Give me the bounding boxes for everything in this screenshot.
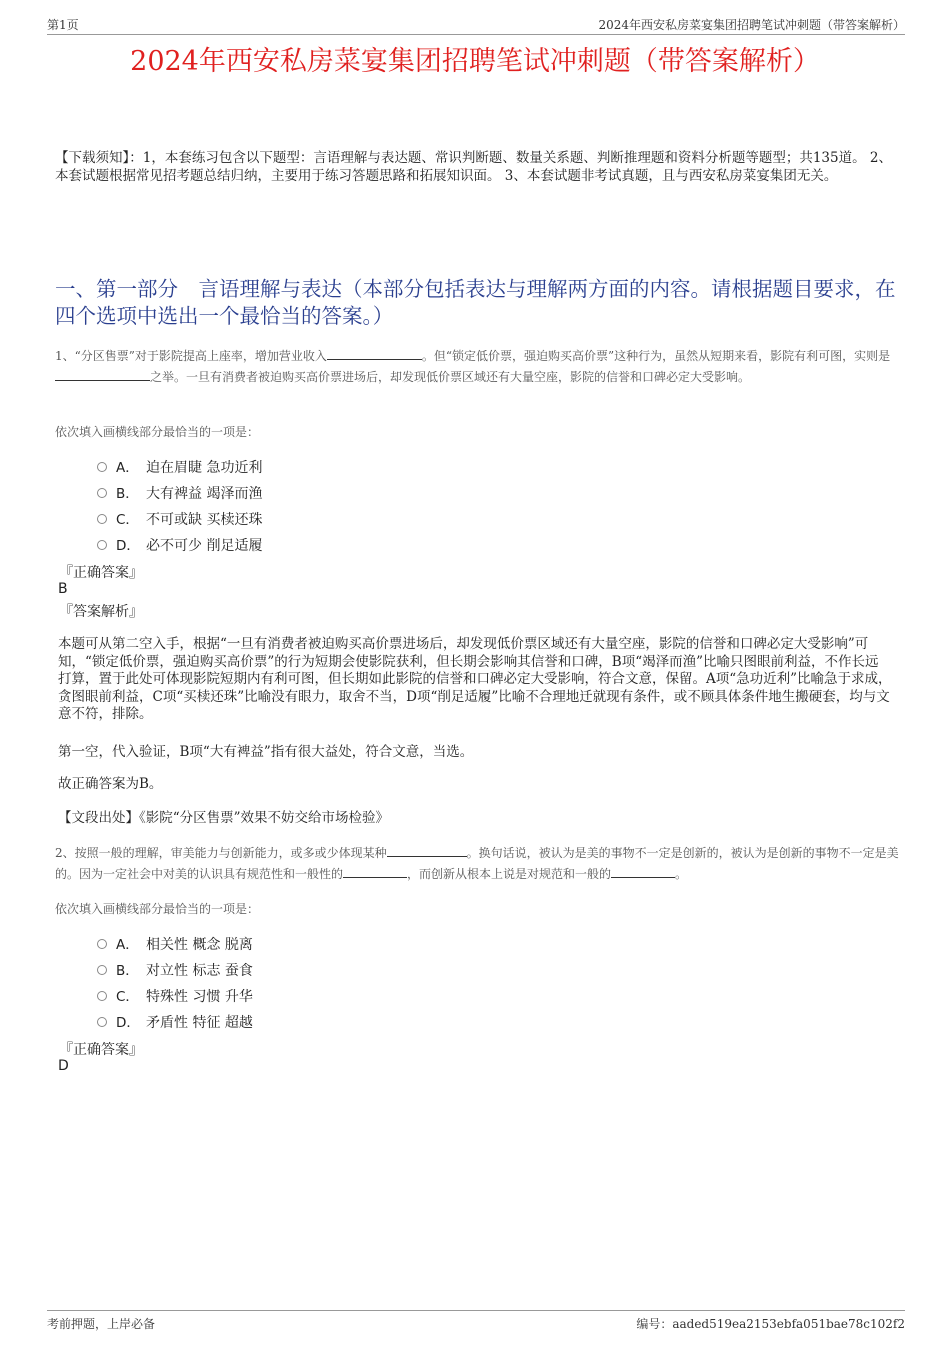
analysis-conclusion: 故正确答案为B。: [58, 776, 163, 792]
page-header: [47, 14, 905, 35]
download-notice: 【下载须知】：1，本套练习包含以下题型：言语理解与表达题、常识判断题、数量关系题、判断推理题和资料分析题等题型；共135道。 2、本套试题根据常见招考题总结归纳，主要用于练习答题思路和拓展知识面。 3、本套试题非考试真题，且与西安私房菜宴集团无关。: [55, 150, 892, 184]
document-id: 编号：aaded519ea2153ebfa051bae78c102f2: [636, 1317, 905, 1331]
option-d[interactable]: D． 必不可少 削足适履: [97, 534, 262, 554]
option-a[interactable]: A． 相关性 概念 脱离: [97, 933, 253, 953]
radio-icon[interactable]: [97, 991, 107, 1001]
radio-icon[interactable]: [97, 540, 107, 550]
radio-icon[interactable]: [97, 939, 107, 949]
blank-line: [387, 844, 467, 857]
question-2-instruction: 依次填入画横线部分最恰当的一项是：: [55, 902, 260, 916]
blank-line: [55, 368, 150, 381]
option-d[interactable]: D． 矛盾性 特征 超越: [97, 1011, 253, 1031]
page-number: 第1页: [47, 18, 79, 32]
passage-source: 【文段出处】《影院“分区售票”效果不妨交给市场检验》: [58, 810, 390, 826]
answer-value: D: [58, 1058, 69, 1074]
option-b[interactable]: B． 对立性 标志 蚕食: [97, 959, 253, 979]
option-c[interactable]: C． 不可或缺 买椟还珠: [97, 508, 262, 528]
radio-icon[interactable]: [97, 514, 107, 524]
radio-icon[interactable]: [97, 965, 107, 975]
blank-line: [327, 347, 422, 360]
radio-icon[interactable]: [97, 462, 107, 472]
answer-label: 『正确答案』: [59, 1042, 143, 1058]
radio-icon[interactable]: [97, 488, 107, 498]
question-2-stem: 2、按照一般的理解，审美能力与创新能力，或多或少体现某种 。换句话说，被认为是美的事物不一定是创新的，被认为是创新的事物不一定是美的。因为一定社会中对美的认识具有规范性和一般性的 ，而创新从根本上说是对规范和一般的 。: [55, 846, 899, 881]
document-title: 2024年西安私房菜宴集团招聘笔试冲刺题（带答案解析）: [130, 46, 820, 77]
header-doc-title: 2024年西安私房菜宴集团招聘笔试冲刺题（带答案解析）: [598, 18, 905, 32]
analysis-text: 第一空，代入验证，B项“大有裨益”指有很大益处，符合文意，当选。: [58, 744, 474, 760]
radio-icon[interactable]: [97, 1017, 107, 1027]
option-c[interactable]: C． 特殊性 习惯 升华: [97, 985, 253, 1005]
footer-slogan: 考前押题，上岸必备: [47, 1317, 156, 1331]
analysis-text: 本题可从第二空入手，根据“一旦有消费者被迫购买高价票进场后，却发现低价票区域还有大量空座，影院的信誉和口碑必定大受影响”可知，“锁定低价票，强迫购买高价票”的行为短期会使影院获利，但长期会影响其信誉和口碑，B项“竭泽而渔”比喻只图眼前利益，不作长远打算，置于此处可体现影院短期内有利可图，但长期如此影院的信誉和口碑必定大受影响，符合文意，保留。A项“急功近利”比喻急于求成，贪图眼前利益，C项“买椟还珠”比喻没有眼力，取舍不当，D项“削足适履”比喻不合理地迁就现有条件，或不顾具体条件地生搬硬套，均与文意不符，排除。: [58, 636, 892, 722]
question-1-stem: 1、“分区售票”对于影院提高上座率，增加营业收入 。但“锁定低价票，强迫购买高价票”这种行为，虽然从短期来看，影院有利可图，实则是之举。一旦有消费者被迫购买高价票进场后，却发现低价票区域还有大量空座，影院的信誉和口碑必定大受影响。: [55, 349, 891, 384]
analysis-label: 『答案解析』: [59, 604, 143, 620]
blank-line: [343, 865, 407, 878]
answer-label: 『正确答案』: [59, 565, 143, 581]
question-1-instruction: 依次填入画横线部分最恰当的一项是：: [55, 425, 260, 439]
answer-value: B: [58, 581, 68, 597]
option-b[interactable]: B． 大有裨益 竭泽而渔: [97, 482, 262, 502]
blank-line: [611, 865, 675, 878]
page-footer: [47, 1310, 905, 1331]
option-a[interactable]: A． 迫在眉睫 急功近利: [97, 456, 262, 476]
section-heading: 一、第一部分 言语理解与表达（本部分包括表达与理解两方面的内容。请根据题目要求，在四个选项中选出一个最恰当的答案。）: [55, 277, 896, 328]
